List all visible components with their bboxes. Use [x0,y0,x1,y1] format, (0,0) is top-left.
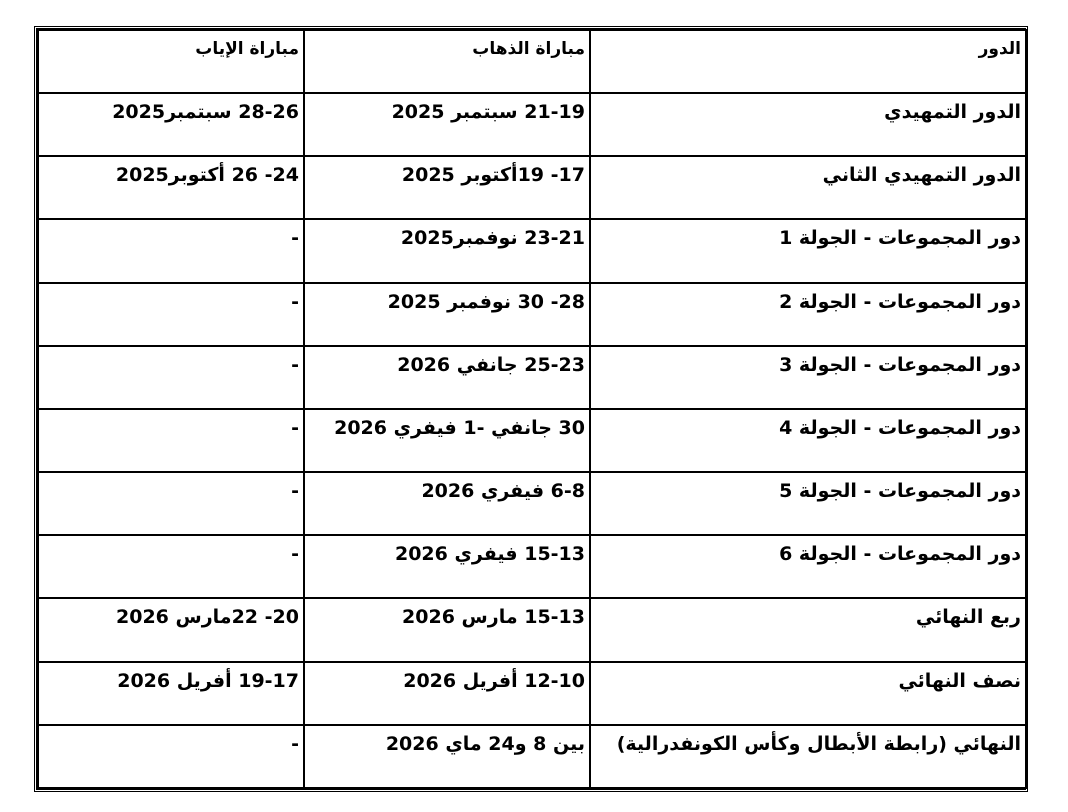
first-leg-cell: 15-13 مارس 2026 [304,598,590,661]
table-row [38,283,1026,346]
second-leg-cell: - [38,472,304,535]
table-row [38,472,1026,535]
round-cell: دور المجموعات - الجولة 3 [590,346,1026,409]
table-row [38,535,1026,598]
table-row [38,409,1026,472]
first-leg-cell: 21-19 سبتمبر 2025 [304,93,590,156]
round-cell: نصف النهائي [590,662,1026,725]
round-cell: دور المجموعات - الجولة 1 [590,219,1026,282]
schedule-table-frame [34,26,1028,792]
header-second-leg: مباراة الإياب [38,30,304,93]
second-leg-cell: - [38,409,304,472]
round-cell: دور المجموعات - الجولة 5 [590,472,1026,535]
second-leg-cell: - [38,346,304,409]
table-row [38,725,1026,788]
round-cell: ربع النهائي [590,598,1026,661]
second-leg-cell: - [38,725,304,788]
second-leg-cell: - [38,535,304,598]
round-cell: الدور التمهيدي الثاني [590,156,1026,219]
schedule-table-body [38,30,1026,788]
table-row [38,156,1026,219]
schedule-table [37,29,1027,789]
first-leg-cell: 17- 19أكتوبر 2025 [304,156,590,219]
header-first-leg: مباراة الذهاب [304,30,590,93]
header-row [38,30,1026,93]
second-leg-cell: 24- 26 أكتوبر2025 [38,156,304,219]
first-leg-cell: 6-8 فيفري 2026 [304,472,590,535]
first-leg-cell: بين 8 و24 ماي 2026 [304,725,590,788]
round-cell: دور المجموعات - الجولة 2 [590,283,1026,346]
first-leg-cell: 28- 30 نوفمبر 2025 [304,283,590,346]
second-leg-cell: 20- 22مارس 2026 [38,598,304,661]
first-leg-cell: 12-10 أفريل 2026 [304,662,590,725]
first-leg-cell: 30 جانفي -1 فيفري 2026 [304,409,590,472]
second-leg-cell: - [38,219,304,282]
first-leg-cell: 23-21 نوفمبر2025 [304,219,590,282]
round-cell: الدور التمهيدي [590,93,1026,156]
table-row [38,346,1026,409]
table-row [38,662,1026,725]
table-row [38,93,1026,156]
round-cell: دور المجموعات - الجولة 4 [590,409,1026,472]
second-leg-cell: - [38,283,304,346]
table-row [38,598,1026,661]
second-leg-cell: 19-17 أفريل 2026 [38,662,304,725]
first-leg-cell: 25-23 جانفي 2026 [304,346,590,409]
header-round: الدور [590,30,1026,93]
round-cell: دور المجموعات - الجولة 6 [590,535,1026,598]
first-leg-cell: 15-13 فيفري 2026 [304,535,590,598]
round-cell: النهائي (رابطة الأبطال وكأس الكونفدرالية) [590,725,1026,788]
table-row [38,219,1026,282]
second-leg-cell: 28-26 سبتمبر2025 [38,93,304,156]
